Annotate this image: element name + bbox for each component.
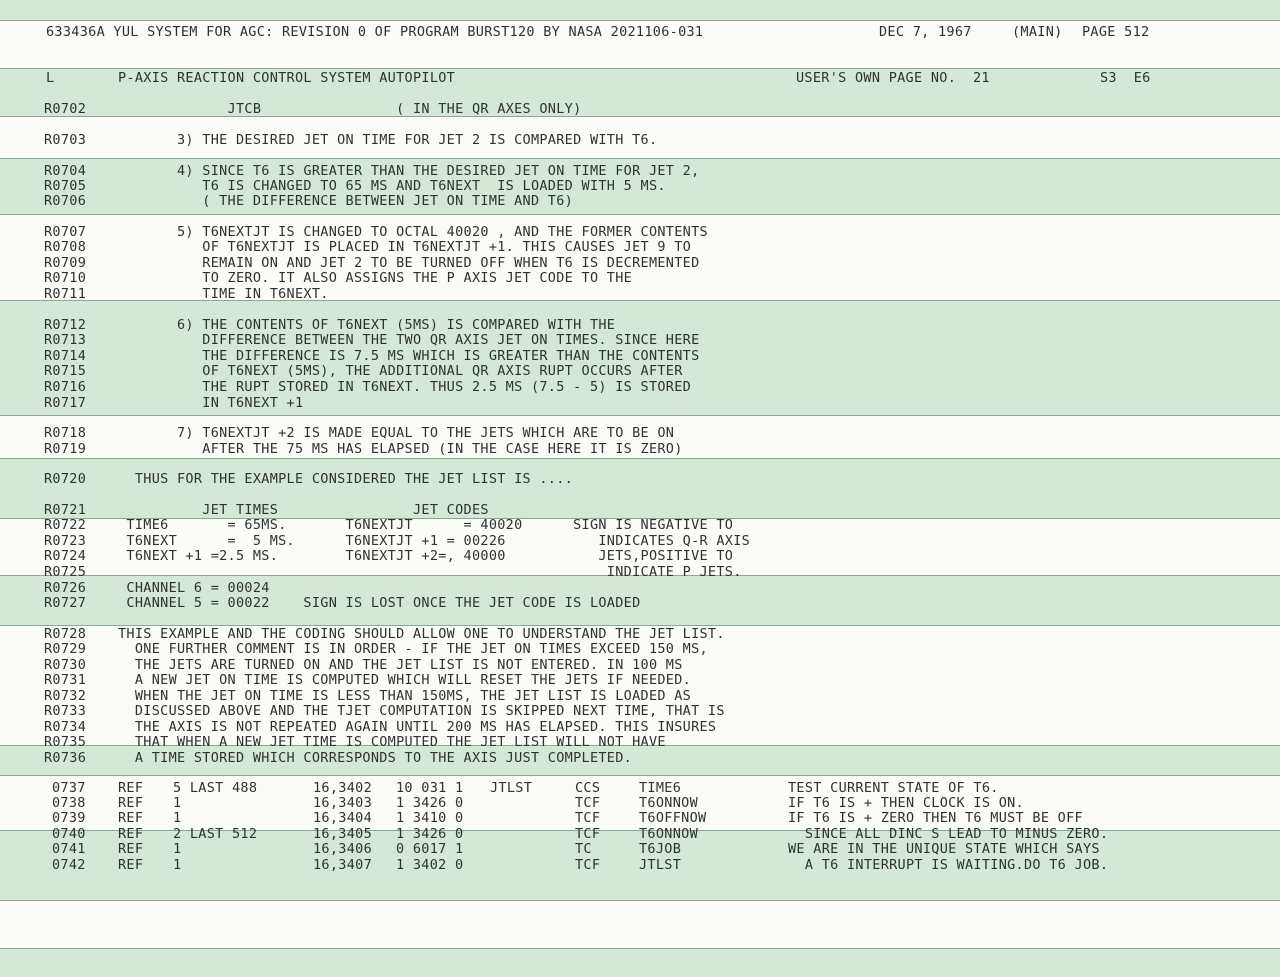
listing-line-text: INDICATE P JETS. [118,564,742,580]
code-line-number: 0740 [52,826,86,842]
line-number: R0727 [44,595,87,611]
listing-line-text: THE JETS ARE TURNED ON AND THE JET LIST IS NOT ENTERED. IN 100 MS [118,657,683,673]
line-number: R0715 [44,363,87,379]
header-program-info: 633436A YUL SYSTEM FOR AGC: REVISION 0 OF PROGRAM BURST120 BY NASA 2021106-031 [46,24,704,40]
code-operand: T6OFFNOW [639,810,707,826]
code-comment: TEST CURRENT STATE OF T6. [788,780,999,796]
code-operand: T6JOB [639,841,682,857]
listing-line-text: THIS EXAMPLE AND THE CODING SHOULD ALLOW ONE TO UNDERSTAND THE JET LIST. [118,626,725,642]
paper-rule [0,214,1280,215]
line-number: R0733 [44,703,87,719]
line-number: R0734 [44,719,87,735]
listing-line-text: A TIME STORED WHICH CORRESPONDS TO THE AXIS JUST COMPLETED. [118,750,633,766]
code-object: 10 031 1 [396,780,464,796]
code-object: 1 3410 0 [396,810,464,826]
listing-line-text: THUS FOR THE EXAMPLE CONSIDERED THE JET LIST IS .... [118,471,574,487]
code-comment: SINCE ALL DINC S LEAD TO MINUS ZERO. [788,826,1109,842]
code-comment: A T6 INTERRUPT IS WAITING.DO T6 JOB. [788,857,1109,873]
code-ref-info: 2 LAST 512 [173,826,258,842]
paper-rule [0,458,1280,459]
paper-rule [0,158,1280,159]
code-address: 16,3403 [313,795,372,811]
line-number: R0729 [44,641,87,657]
section-title: P-AXIS REACTION CONTROL SYSTEM AUTOPILOT [118,70,456,86]
code-ref: REF [118,780,144,796]
line-number: R0730 [44,657,87,673]
code-opcode: TCF [575,795,601,811]
code-opcode: TCF [575,826,601,842]
listing-line-text: 3) THE DESIRED JET ON TIME FOR JET 2 IS COMPARED WITH T6. [118,132,658,148]
listing-line-text: OF T6NEXT (5MS), THE ADDITIONAL QR AXIS RUPT OCCURS AFTER [118,363,683,379]
line-number: R0709 [44,255,87,271]
listing-line-text: 7) T6NEXTJT +2 IS MADE EQUAL TO THE JETS WHICH ARE TO BE ON [118,425,675,441]
code-object: 1 3426 0 [396,795,464,811]
code-ref-info: 1 [173,841,182,857]
line-number: R0720 [44,471,87,487]
paper-rule [0,900,1280,901]
code-ref: REF [118,795,144,811]
line-number: R0712 [44,317,87,333]
line-number: R0704 [44,163,87,179]
code-address: 16,3404 [313,810,372,826]
listing-line-text: DISCUSSED ABOVE AND THE TJET COMPUTATION IS SKIPPED NEXT TIME, THAT IS [118,703,725,719]
code-comment: WE ARE IN THE UNIQUE STATE WHICH SAYS [788,841,1100,857]
paper-band [0,0,1280,20]
line-number: R0725 [44,564,87,580]
code-object: 1 3402 0 [396,857,464,873]
code-ref-info: 1 [173,795,182,811]
listing-line-text: OF T6NEXTJT IS PLACED IN T6NEXTJT +1. THIS CAUSES JET 9 TO [118,239,692,255]
listing-line-text: THE AXIS IS NOT REPEATED AGAIN UNTIL 200 MS HAS ELAPSED. THIS INSURES [118,719,717,735]
listing-line-text: AFTER THE 75 MS HAS ELAPSED (IN THE CASE HERE IT IS ZERO) [118,441,683,457]
subheader-l: L [46,70,55,86]
code-operand: T6ONNOW [639,826,698,842]
line-number: R0706 [44,193,87,209]
code-ref-info: 1 [173,857,182,873]
line-number: R0705 [44,178,87,194]
code-opcode: TC [575,841,592,857]
line-number: R0724 [44,548,87,564]
listing-line-text: JTCB ( IN THE QR AXES ONLY) [118,101,582,117]
line-number: R0708 [44,239,87,255]
paper-band [0,948,1280,977]
code-opcode: CCS [575,780,601,796]
code-address: 16,3405 [313,826,372,842]
code-address: 16,3407 [313,857,372,873]
line-number: R0703 [44,132,87,148]
code-line-number: 0742 [52,857,86,873]
header-main: (MAIN) [1012,24,1063,40]
listing-line-text: CHANNEL 5 = 00022 SIGN IS LOST ONCE THE JET CODE IS LOADED [118,595,641,611]
listing-line-text: TIME IN T6NEXT. [118,286,329,302]
code-ref-info: 5 LAST 488 [173,780,258,796]
paper-rule [0,775,1280,776]
line-number: R0718 [44,425,87,441]
listing-line-text: CHANNEL 6 = 00024 [118,580,270,596]
paper-rule [0,68,1280,69]
code-line-number: 0741 [52,841,86,857]
code-operand: T6ONNOW [639,795,698,811]
listing-line-text: THE RUPT STORED IN T6NEXT. THUS 2.5 MS (7.5 - 5) IS STORED [118,379,692,395]
header-page-number: PAGE 512 [1082,24,1150,40]
line-number: R0726 [44,580,87,596]
paper-rule [0,415,1280,416]
listing-line-text: THE DIFFERENCE IS 7.5 MS WHICH IS GREATER THAN THE CONTENTS [118,348,700,364]
listing-line-text: T6NEXT = 5 MS. T6NEXTJT +1 = 00226 INDICATES Q-R AXIS [118,533,751,549]
line-number: R0717 [44,395,87,411]
listing-line-text: T6 IS CHANGED TO 65 MS AND T6NEXT IS LOADED WITH 5 MS. [118,178,666,194]
listing-line-text: T6NEXT +1 =2.5 MS. T6NEXTJT +2=, 40000 JETS,POSITIVE TO [118,548,734,564]
line-number: R0716 [44,379,87,395]
line-number: R0710 [44,270,87,286]
line-number: R0735 [44,734,87,750]
line-number: R0707 [44,224,87,240]
line-number: R0719 [44,441,87,457]
code-label: JTLST [490,780,533,796]
code-opcode: TCF [575,810,601,826]
code-ref: REF [118,857,144,873]
line-number: R0736 [44,750,87,766]
code-object: 0 6017 1 [396,841,464,857]
code-line-number: 0738 [52,795,86,811]
sheet-codes: S3 E6 [1100,70,1151,86]
line-number: R0702 [44,101,87,117]
listing-line-text: 6) THE CONTENTS OF T6NEXT (5MS) IS COMPARED WITH THE [118,317,616,333]
line-number: R0723 [44,533,87,549]
paper-rule [0,948,1280,949]
code-ref: REF [118,826,144,842]
listing-line-text: THAT WHEN A NEW JET TIME IS COMPUTED THE JET LIST WILL NOT HAVE [118,734,666,750]
code-address: 16,3406 [313,841,372,857]
code-ref: REF [118,841,144,857]
code-comment: IF T6 IS + THEN CLOCK IS ON. [788,795,1024,811]
code-comment: IF T6 IS + ZERO THEN T6 MUST BE OFF [788,810,1083,826]
code-ref-info: 1 [173,810,182,826]
line-number: R0713 [44,332,87,348]
code-operand: TIME6 [639,780,682,796]
listing-line-text: 5) T6NEXTJT IS CHANGED TO OCTAL 40020 , AND THE FORMER CONTENTS [118,224,708,240]
listing-line-text: REMAIN ON AND JET 2 TO BE TURNED OFF WHEN T6 IS DECREMENTED [118,255,700,271]
line-number: R0732 [44,688,87,704]
line-number: R0728 [44,626,87,642]
listing-line-text: 4) SINCE T6 IS GREATER THAN THE DESIRED JET ON TIME FOR JET 2, [118,163,700,179]
listing-line-text: ( THE DIFFERENCE BETWEEN JET ON TIME AND T6) [118,193,574,209]
code-address: 16,3402 [313,780,372,796]
line-number: R0722 [44,517,87,533]
listing-line-text: ONE FURTHER COMMENT IS IN ORDER - IF THE JET ON TIMES EXCEED 150 MS, [118,641,708,657]
line-number: R0711 [44,286,87,302]
listing-line-text: JET TIMES JET CODES [118,502,489,518]
code-object: 1 3426 0 [396,826,464,842]
code-line-number: 0739 [52,810,86,826]
code-operand: JTLST [639,857,682,873]
listing-line-text: TO ZERO. IT ALSO ASSIGNS THE P AXIS JET CODE TO THE [118,270,633,286]
header-date: DEC 7, 1967 [879,24,972,40]
listing-line-text: IN T6NEXT +1 [118,395,304,411]
line-number: R0714 [44,348,87,364]
line-number: R0721 [44,502,87,518]
listing-line-text: WHEN THE JET ON TIME IS LESS THAN 150MS, THE JET LIST IS LOADED AS [118,688,692,704]
code-opcode: TCF [575,857,601,873]
line-number: R0731 [44,672,87,688]
listing-line-text: DIFFERENCE BETWEEN THE TWO QR AXIS JET ON TIMES. SINCE HERE [118,332,700,348]
code-line-number: 0737 [52,780,86,796]
users-own-page: USER'S OWN PAGE NO. 21 [796,70,990,86]
code-ref: REF [118,810,144,826]
paper-rule [0,20,1280,21]
listing-line-text: TIME6 = 65MS. T6NEXTJT = 40020 SIGN IS NEGATIVE TO [118,517,734,533]
listing-line-text: A NEW JET ON TIME IS COMPUTED WHICH WILL RESET THE JETS IF NEEDED. [118,672,692,688]
